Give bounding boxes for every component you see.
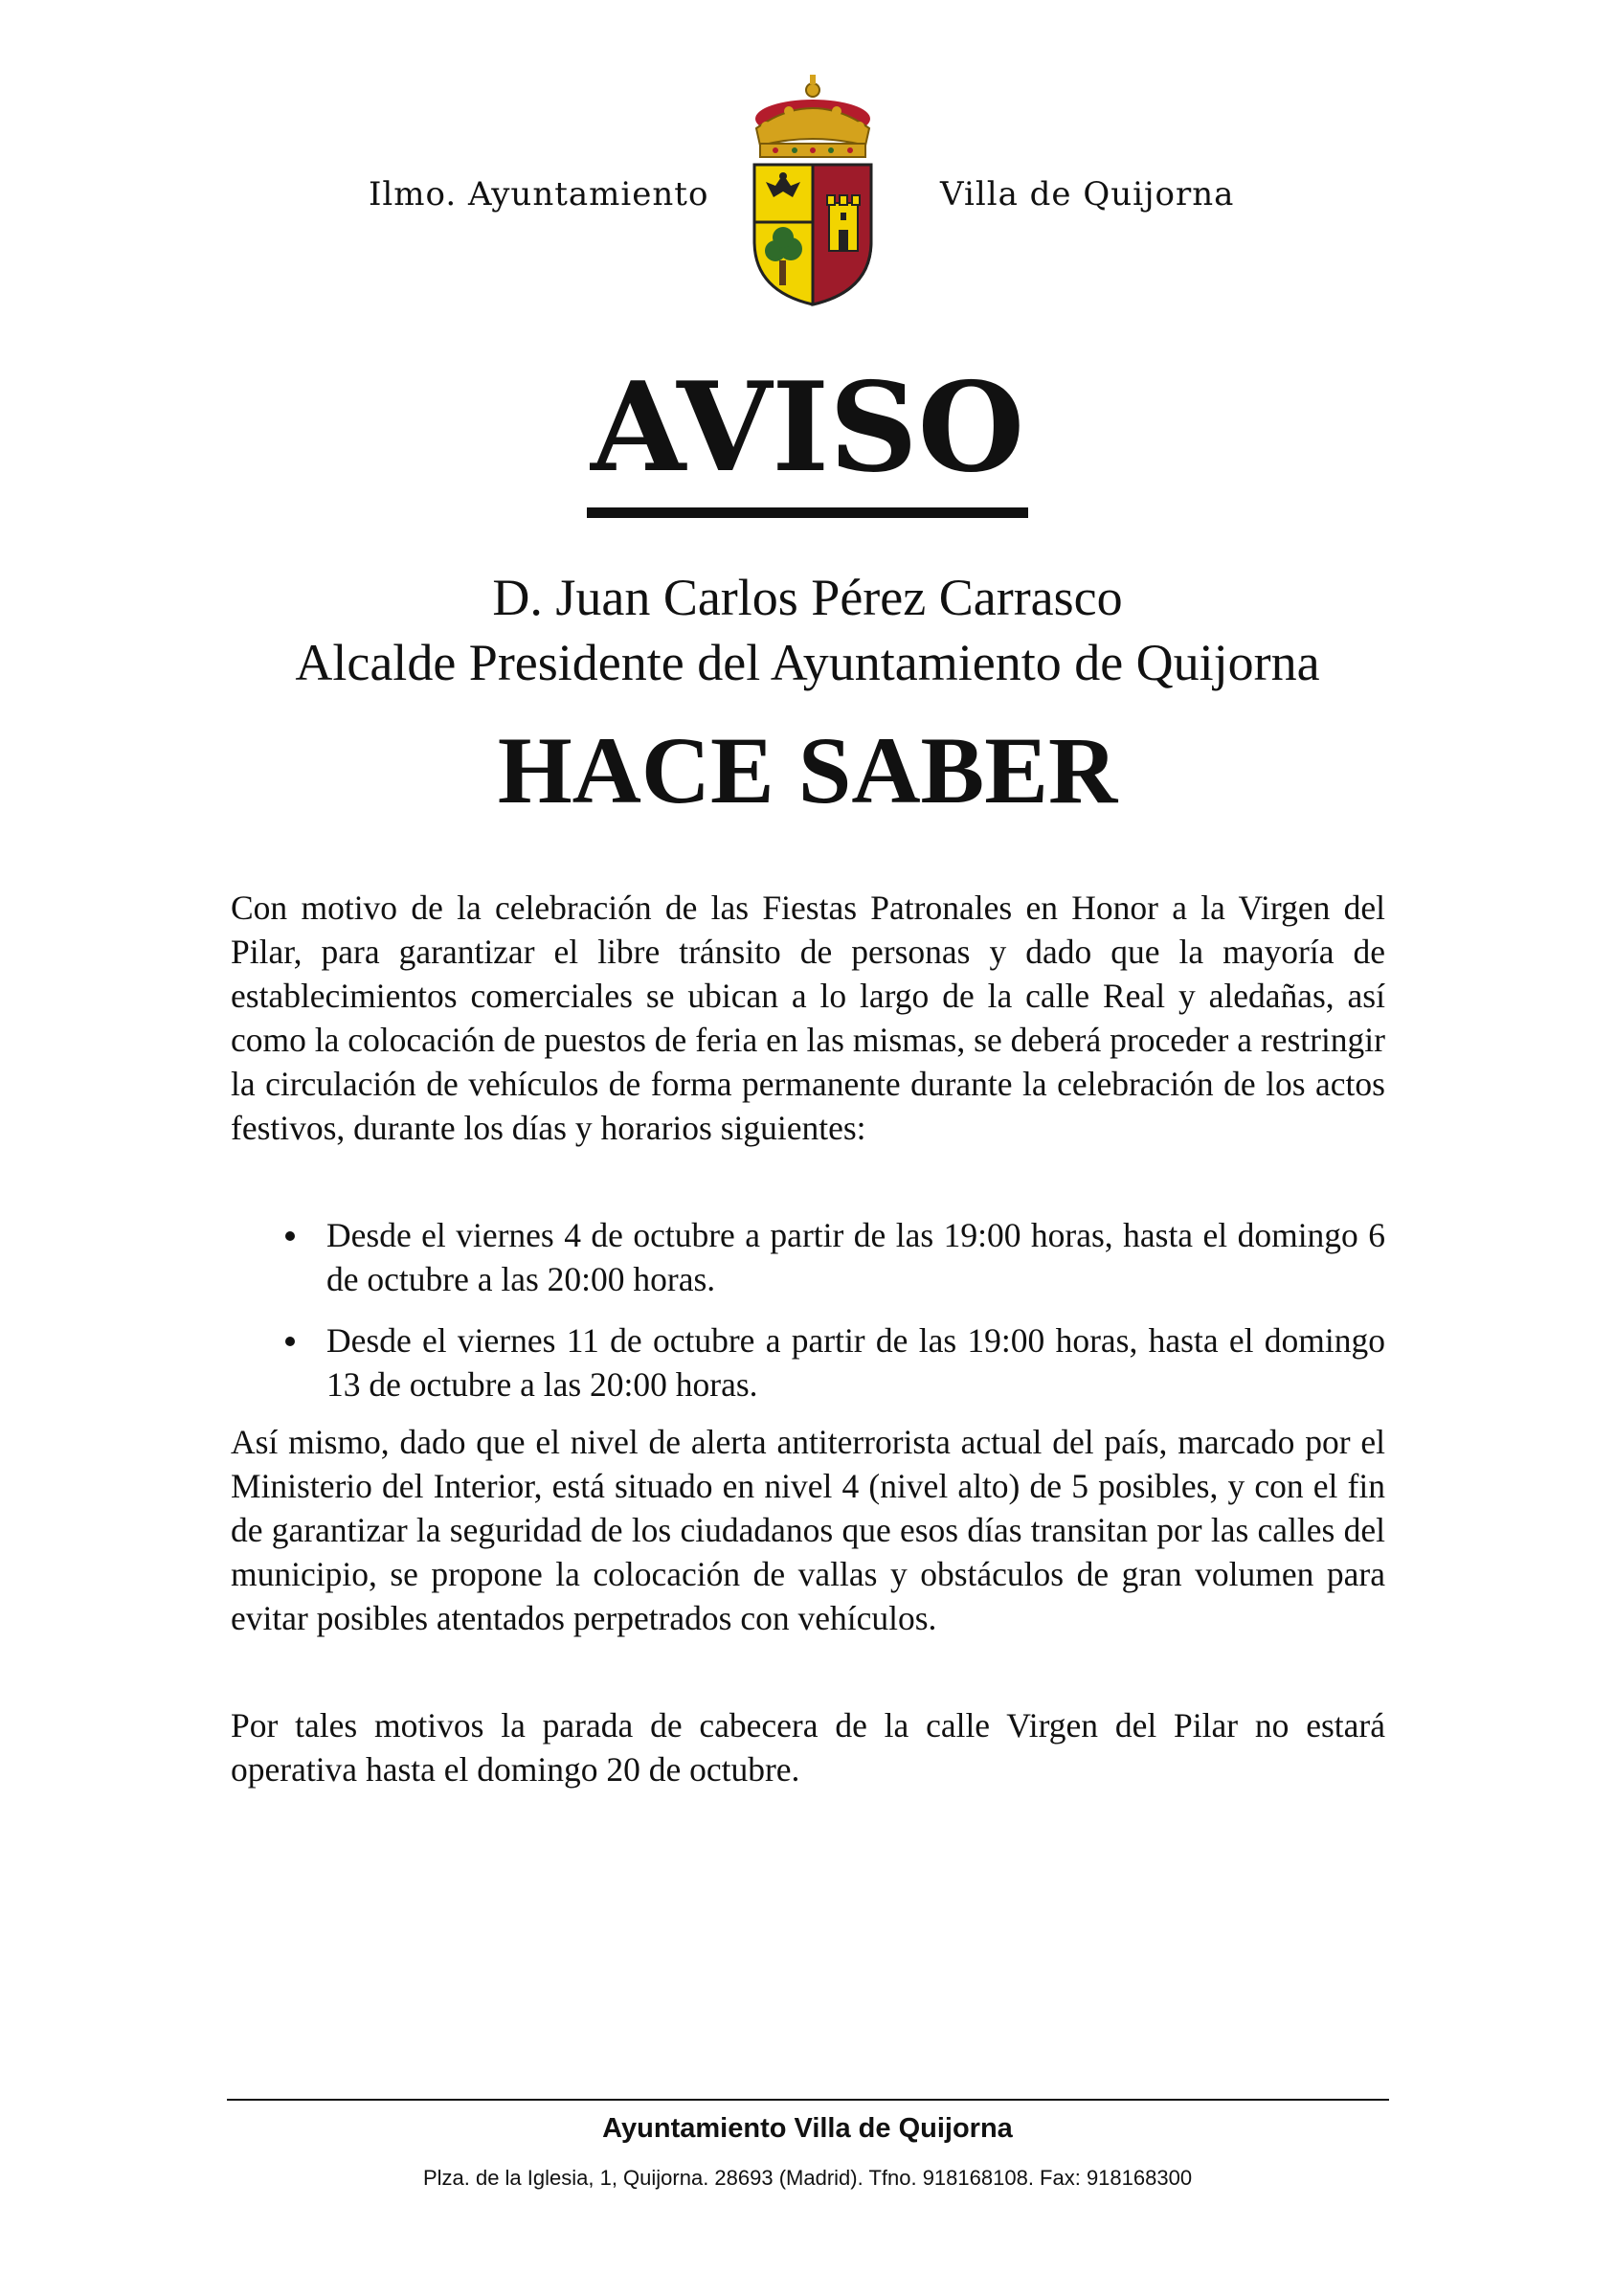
crown-icon (755, 75, 870, 157)
issuer-name: D. Juan Carlos Pérez Carrasco (492, 569, 1123, 626)
shield-icon (754, 165, 871, 304)
bullet-icon (285, 1337, 295, 1346)
header-left-text: Ilmo. Ayuntamiento (369, 175, 709, 214)
notice-title (0, 356, 1615, 500)
body-paragraph: Con motivo de la celebración de las Fiestas Patronales en Honor a la Virgen del Pilar, para garantizar el libre tránsito de personas y dado que la mayoría de establecimientos comerciales se ubican a lo largo de la calle Real y aledañas, así como la colocación de puestos de feria en las mismas, se deberá proceder a restringir la circulación de vehículos de forma permanente durante la celebración de los actos festivos, durante los días y horarios siguientes: (231, 889, 1385, 1147)
notice-title-text: AVISO (587, 356, 1028, 518)
header-right-text: Villa de Quijorna (940, 175, 1235, 214)
body-paragraph: Por tales motivos la parada de cabecera de la calle Virgen del Pilar no estará operativa hasta el domingo 20 de octubre. (231, 1706, 1385, 1789)
coat-of-arms-icon (747, 69, 879, 308)
issuer-role: Alcalde Presidente del Ayuntamiento de Quijorna (295, 634, 1320, 691)
list-item-text: Desde el viernes 4 de octubre a partir de las 19:00 horas, hasta el domingo 6 de octubre a las 20:00 horas. (326, 1216, 1385, 1298)
footer-divider (227, 2099, 1389, 2101)
list-item-text: Desde el viernes 11 de octubre a partir de las 19:00 horas, hasta el domingo 13 de octubre a las 20:00 horas. (326, 1321, 1385, 1404)
body-paragraph: Así mismo, dado que el nivel de alerta antiterrorista actual del país, marcado por el Ministerio del Interior, está situado en nivel 4 (nivel alto) de 5 posibles, y con el fin de garantizar la seguridad de los ciudadanos que esos días transitan por las calles del municipio, se propone la colocación de vallas y obstáculos de gran volumen para evitar posibles atentados perpetrados con vehículos. (231, 1423, 1385, 1637)
list-item (231, 1318, 1385, 1407)
list-item (231, 1213, 1385, 1301)
dates-list (231, 1213, 1385, 1424)
footer-organization: Ayuntamiento Villa de Quijorna (602, 2113, 1013, 2144)
announcement-heading: HACE SABER (497, 717, 1118, 823)
bullet-icon (285, 1231, 295, 1241)
footer-address: Plza. de la Iglesia, 1, Quijorna. 28693 (Madrid). Tfno. 918168108. Fax: 918168300 (422, 2166, 1193, 2190)
